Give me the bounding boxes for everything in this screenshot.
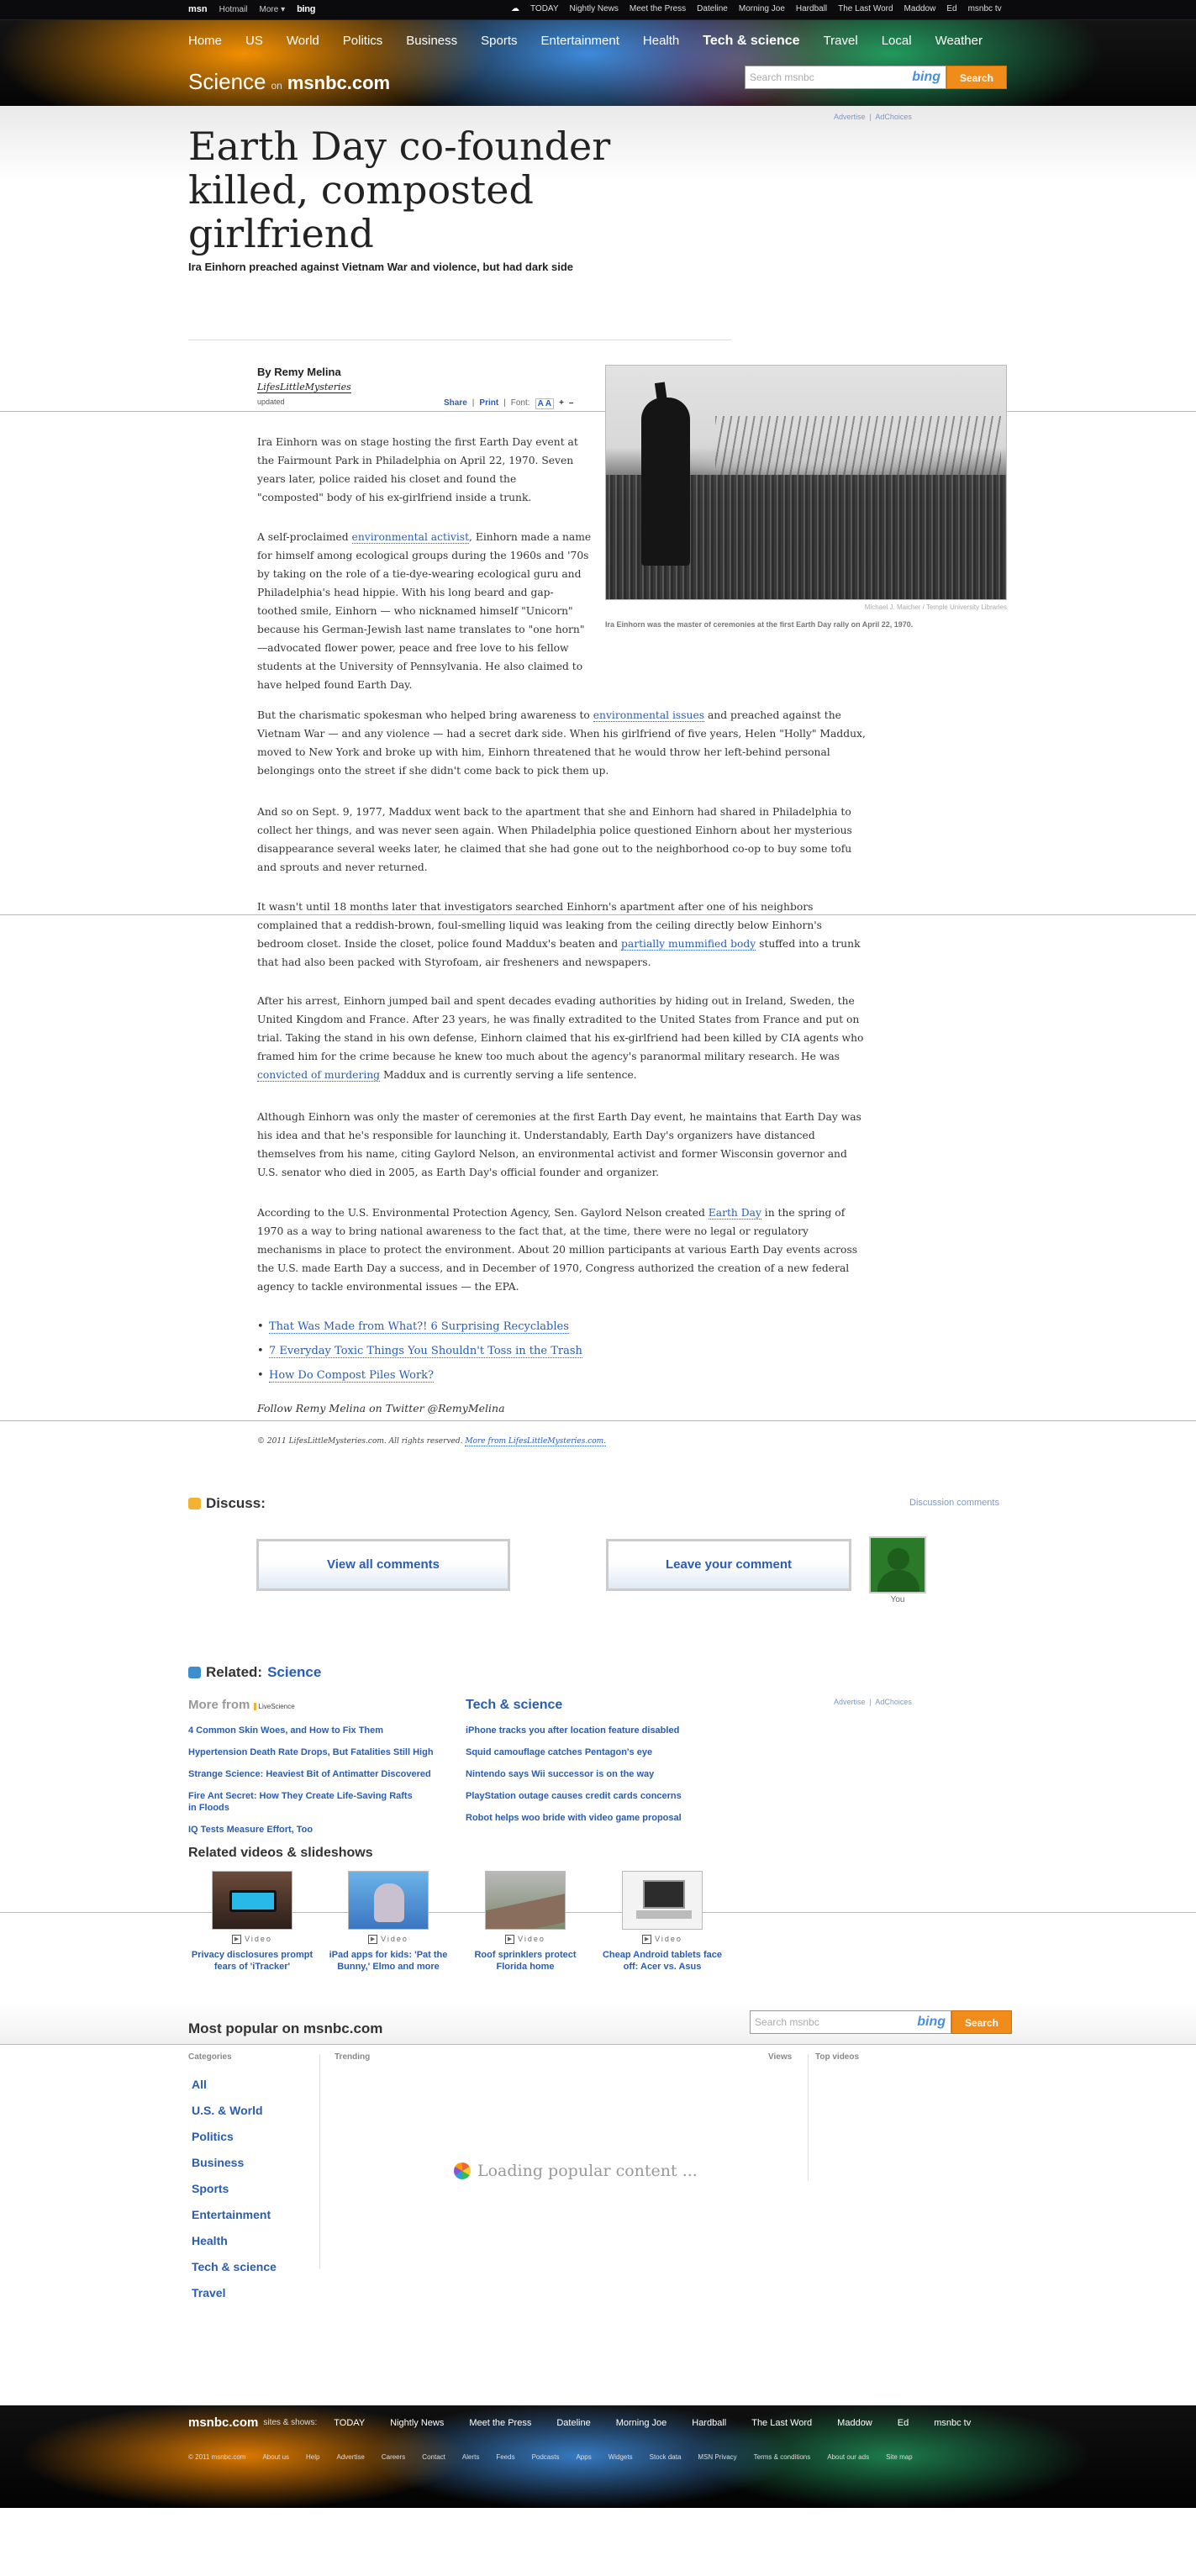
nav-home[interactable]: Home — [188, 34, 223, 48]
list-item[interactable]: IQ Tests Measure Effort, Too — [188, 1825, 313, 1835]
video-label: ▶ Video — [462, 1935, 588, 1944]
font-label: Font: — [510, 398, 530, 408]
play-icon: ▶ — [232, 1935, 241, 1944]
util-link-morning-joe[interactable]: Morning Joe — [738, 4, 785, 13]
section-title — [188, 69, 390, 95]
category-item[interactable]: Entertainment — [192, 2208, 271, 2221]
article-paragraph: And so on Sept. 9, 1977, Maddux went back to the apartment that she and Einhorn had shared in Philadelphia to collect her things, and was never seen again. When Philadelphia police questioned Einhorn about her mysterious disappearance several weeks later, he claimed that she had gone out to the neighborhood co-op to buy some tofu and sprouts and never returned. — [257, 806, 852, 873]
bunny-graphic — [374, 1883, 404, 1922]
avatar-head — [888, 1548, 909, 1570]
photo-caption: Ira Einhorn was the master of ceremonies at the first Earth Day rally on April 22, 1970. — [605, 620, 914, 629]
tablet-graphic — [643, 1880, 685, 1909]
avatar-label: You — [890, 1595, 905, 1604]
view-all-comments-button[interactable]: View all comments — [256, 1539, 510, 1591]
category-item[interactable]: Health — [192, 2234, 228, 2247]
article-paragraph: Ira Einhorn was on stage hosting the first Earth Day event at the Fairmount Park in Philadelphia on April 22, 1970. Seven years later, police raided his closet and found the "composted" body of his ex-girlfriend inside a trunk. — [257, 436, 578, 503]
footer-show-link[interactable]: Nightly News — [390, 2417, 445, 2428]
font-increase-button[interactable]: + — [559, 398, 564, 408]
list-item[interactable]: Strange Science: Heaviest Bit of Antimatter Discovered — [188, 1769, 431, 1779]
discuss-heading: Discuss: — [188, 1495, 266, 1512]
avatar-body — [877, 1570, 919, 1594]
category-item[interactable]: Tech & science — [192, 2260, 277, 2273]
category-item[interactable]: All — [192, 2078, 207, 2091]
category-item[interactable]: Politics — [192, 2130, 234, 2143]
util-link-msnbc-tv[interactable]: msnbc tv — [967, 4, 1002, 13]
article-paragraph: Although Einhorn was only the master of ceremonies at the first Earth Day event, he maintains that Earth Day was his idea and that he's responsible for launching it. Understandably, Earth Day's organizers have distanced themselves from his name, citing Gaylord Nelson, an environmental activist and former Wisconsin governor and U.S. senator who died in 2005, as Earth Day's official founder and organizer. — [257, 1111, 861, 1178]
article-copyright: © 2011 LifesLittleMysteries.com. All rights reserved. More from LifesLittleMysteries.com. — [257, 1437, 607, 1446]
column-divider — [319, 2054, 320, 2269]
related-science-link[interactable]: Science — [267, 1664, 322, 1680]
article-paragraph: It wasn't until 18 months later that investigators searched Einhorn's apartment after one of his neighbors complained that a reddish-brown, foul-smelling liquid was leaking from the ceiling directly below Einhorn's bedroom closet. Inside the closet, police found Maddux's beaten and partially mummified body stuffed into a trunk that had also been packed with Styrofoam, air fresheners and newspapers. — [257, 901, 861, 968]
util-link-today[interactable]: TODAY — [530, 4, 559, 13]
footer-show-link[interactable]: Maddow — [837, 2417, 872, 2428]
bing-search-logo: bing — [917, 2015, 946, 2029]
article-headline: Earth Day co-founder killed, composted girlfriend — [188, 124, 611, 256]
header-search — [745, 66, 1007, 89]
search-placeholder: Search msnbc — [750, 71, 814, 83]
search-input[interactable] — [745, 66, 946, 89]
footer-link[interactable]: Site map — [886, 2453, 913, 2461]
related-article-links — [257, 1314, 582, 1388]
advertise-link[interactable]: Advertise — [834, 113, 866, 121]
scan-line — [0, 2044, 1196, 2045]
scan-line — [0, 411, 1196, 412]
roof-graphic — [486, 1894, 566, 1930]
list-item[interactable]: iPhone tracks you after location feature disabled — [466, 1725, 680, 1736]
list-item — [257, 1363, 582, 1388]
footer-link[interactable]: Podcasts — [531, 2453, 560, 2461]
list-item[interactable]: PlayStation outage causes credit cards concerns — [466, 1791, 682, 1801]
video-title[interactable]: Cheap Android tablets face off: Acer vs. Asus — [602, 1950, 722, 1973]
footer-link[interactable]: Help — [306, 2453, 320, 2461]
scan-line — [0, 914, 1196, 915]
list-item[interactable]: Robot helps woo bride with video game proposal — [466, 1813, 682, 1823]
search-placeholder: Search msnbc — [755, 2016, 819, 2028]
follow-author: Follow Remy Melina on Twitter @RemyMelina — [257, 1402, 505, 1414]
video-card[interactable] — [189, 1871, 315, 1973]
site-footer — [0, 2405, 1196, 2508]
peacock-icon: ☁ — [511, 4, 519, 13]
ad-links: Advertise | AdChoices — [834, 113, 912, 121]
col-header-categories: Categories — [188, 2052, 232, 2062]
footer-show-link[interactable]: msnbc tv — [934, 2417, 972, 2428]
footer-show-link[interactable]: TODAY — [334, 2417, 366, 2428]
advertise-link[interactable]: Advertise — [834, 1698, 866, 1706]
list-item[interactable]: Squid camouflage catches Pentagon's eye — [466, 1747, 653, 1757]
article-subhead: Ira Einhorn preached against Vietnam War and violence, but had dark side — [188, 261, 574, 273]
nav-weather[interactable]: Weather — [935, 34, 983, 48]
video-card[interactable] — [599, 1871, 725, 1973]
msnbc-logo[interactable]: msnbc.com — [287, 72, 391, 93]
video-thumbnail[interactable] — [348, 1871, 429, 1930]
bing-logo[interactable]: bing — [297, 4, 316, 14]
list-item[interactable]: Hypertension Death Rate Drops, But Fatalities Still High — [188, 1747, 434, 1757]
util-link-nightly-news[interactable]: Nightly News — [569, 4, 619, 13]
most-popular-heading: Most popular on msnbc.com — [188, 2020, 383, 2036]
article-paragraph: According to the U.S. Environmental Protection Agency, Sen. Gaylord Nelson created Earth Day in the spring of 1970 as a way to bring national awareness to the fact that, at the time, there were no legal or regulatory mechanisms in place to protect the environment. About 20 million participants at various Earth Day events across the U.S. made Earth Day a success, and in December of 1970, Congress authorized the creation of a new federal agency to tackle environmental issues — the EPA. — [257, 1207, 858, 1293]
link-environmental-activist[interactable]: environmental activist — [351, 531, 470, 543]
tool-sep: | — [503, 398, 506, 408]
section-name[interactable]: Science — [188, 69, 266, 94]
util-link-last-word[interactable]: The Last Word — [838, 4, 893, 13]
link-earth-day[interactable]: Earth Day — [708, 1207, 761, 1219]
footer-copyright: © 2011 msnbc.com — [188, 2453, 246, 2461]
most-popular-band — [0, 2003, 1196, 2045]
footer-show-link[interactable]: Ed — [897, 2417, 909, 2428]
category-item[interactable]: Business — [192, 2156, 245, 2169]
bing-search-logo: bing — [912, 70, 940, 84]
link-environmental-issues[interactable]: environmental issues — [593, 709, 705, 721]
search-input[interactable] — [750, 2010, 951, 2034]
category-item[interactable]: U.S. & World — [192, 2104, 263, 2117]
scan-line — [0, 1420, 1196, 1421]
play-icon: ▶ — [642, 1935, 651, 1944]
list-item[interactable]: Fire Ant Secret: How They Create Life-Saving Rafts in Floods — [188, 1791, 413, 1813]
link-mummified-body[interactable]: partially mummified body — [621, 938, 756, 950]
footer-show-link[interactable]: The Last Word — [751, 2417, 813, 2428]
nav-world[interactable]: World — [286, 34, 319, 48]
related-link[interactable]: That Was Made from What?! 6 Surprising Recyclables — [269, 1320, 569, 1333]
video-card[interactable] — [325, 1871, 451, 1973]
comment-icon — [188, 1498, 201, 1509]
related-icon — [188, 1667, 201, 1678]
footer-link[interactable]: Terms & conditions — [753, 2453, 811, 2461]
video-label: ▶ Video — [599, 1935, 725, 1944]
keyboard-graphic — [636, 1910, 692, 1919]
nav-tech-science[interactable]: Tech & science — [703, 34, 800, 48]
footer-show-link[interactable]: Meet the Press — [469, 2417, 532, 2428]
util-link-ed[interactable]: Ed — [946, 4, 957, 13]
footer-link[interactable]: Contact — [422, 2453, 445, 2461]
footer-msnbc-logo[interactable]: msnbc.com — [188, 2415, 259, 2430]
ad-links: Advertise | AdChoices — [834, 1698, 912, 1706]
video-label: ▶ Video — [325, 1935, 451, 1944]
related-heading: Related: Science — [188, 1664, 321, 1681]
more-from-heading: More from LiveScience — [188, 1698, 295, 1712]
article-tools — [444, 398, 573, 409]
photo-credit: Michael J. Maicher / Temple University Libraries — [864, 603, 1007, 611]
util-shows-links — [511, 4, 1002, 13]
tool-sep: | — [472, 398, 475, 408]
footer-link[interactable]: Feeds — [496, 2453, 515, 2461]
loading-indicator: Loading popular content ... — [454, 2162, 698, 2180]
discussion-comments-link[interactable]: Discussion comments — [909, 1498, 999, 1508]
footer-link[interactable]: About our ads — [827, 2453, 870, 2461]
col-header-top-videos: Top videos — [815, 2052, 860, 2062]
util-link-maddow[interactable]: Maddow — [904, 4, 936, 13]
related-link[interactable]: 7 Everyday Toxic Things You Shouldn't Toss in the Trash — [269, 1345, 582, 1357]
footer-links — [188, 2453, 930, 2461]
footer-link[interactable]: Apps — [576, 2453, 592, 2461]
nav-entertainment[interactable]: Entertainment — [540, 34, 619, 48]
article-paragraph: A self-proclaimed environmental activist, Einhorn made a name for himself among ecological groups during the 1960s and '70s by taking on the role of a tie-dye-wearing ecological guru and Philadelphia's head hippie. With his long beard and gap-toothed smile, Einhorn — who nicknamed himself "Unicorn" because his German-Jewish last name translates to "one horn" —advocated flower power, peace and free love to his fellow students at the University of Pennsylvania. He also claimed to have helped found Earth Day. — [257, 531, 592, 691]
nav-business[interactable]: Business — [406, 34, 458, 48]
font-decrease-button[interactable]: – — [568, 398, 574, 408]
list-item[interactable]: 4 Common Skin Woes, and How to Fix Them — [188, 1725, 384, 1736]
util-link-dateline[interactable]: Dateline — [697, 4, 728, 13]
video-thumbnail[interactable] — [212, 1871, 292, 1930]
nav-local[interactable]: Local — [881, 34, 912, 48]
video-thumbnail[interactable] — [622, 1871, 703, 1930]
article-paragraph: But the charismatic spokesman who helped bring awareness to environmental issues and preached against the Vietnam War — and any violence — had a secret dark side. When his girlfriend of five years, Helen "Holly" Maddux, moved to New York and broke up with him, Einhorn threatened that he would throw her left-behind personal belongings onto the street if she didn't come back to pick them up. — [257, 709, 866, 777]
play-icon: ▶ — [368, 1935, 377, 1944]
nav-politics[interactable]: Politics — [342, 34, 383, 48]
category-item[interactable]: Sports — [192, 2182, 229, 2195]
col-header-views: Views — [768, 2052, 793, 2062]
util-link-hardball[interactable]: Hardball — [795, 4, 828, 13]
peacock-spinner-icon — [454, 2162, 471, 2179]
nav-health[interactable]: Health — [642, 34, 680, 48]
related-link[interactable]: How Do Compost Piles Work? — [269, 1369, 435, 1382]
phone-screen-graphic — [229, 1890, 277, 1912]
footer-link[interactable]: Alerts — [461, 2453, 480, 2461]
video-title[interactable]: Privacy disclosures prompt fears of 'iTracker' — [191, 1950, 313, 1973]
more-from-source-link[interactable]: More from LifesLittleMysteries.com. — [465, 1437, 607, 1446]
main-nav — [188, 34, 1006, 49]
print-button[interactable]: Print — [479, 398, 499, 408]
updated-label: updated — [257, 398, 285, 406]
footer-link[interactable]: Widgets — [608, 2453, 633, 2461]
list-item — [257, 1339, 582, 1363]
most-popular-search — [750, 2010, 1012, 2034]
search-button[interactable]: Search — [946, 66, 1007, 89]
video-card[interactable] — [462, 1871, 588, 1973]
footer-link[interactable]: About us — [262, 2453, 290, 2461]
avatar — [869, 1536, 926, 1594]
article-paragraph: After his arrest, Einhorn jumped bail and spent decades evading authorities by hiding out in Ireland, Sweden, the United Kingdom and France. After 23 years, he was finally extradited to the United States from France and put on trial. Taking the stand in his own defense, Einhorn claimed that his ex-girlfriend had been killed by CIA agents who framed him for the crime because he knew too much about the agency's paranormal military research. He was convicted of murdering Maddux and is currently serving a life sentence. — [257, 995, 864, 1081]
util-link-meet-the-press[interactable]: Meet the Press — [629, 4, 687, 13]
list-item[interactable]: Nintendo says Wii successor is on the way — [466, 1769, 655, 1779]
category-item[interactable]: Travel — [192, 2286, 226, 2299]
footer-link[interactable]: MSN Privacy — [698, 2453, 737, 2461]
more-from-list — [188, 1725, 449, 1846]
footer-shows — [188, 2415, 996, 2430]
video-title[interactable]: iPad apps for kids: 'Pat the Bunny,' Elmo and more — [329, 1950, 448, 1973]
tech-science-list — [466, 1725, 743, 1834]
footer-show-link[interactable]: Dateline — [556, 2417, 591, 2428]
link-convicted-of-murdering[interactable]: convicted of murdering — [257, 1069, 381, 1081]
article-photo[interactable] — [605, 365, 1007, 600]
column-divider — [808, 2054, 809, 2180]
footer-link[interactable]: Stock data — [649, 2453, 682, 2461]
share-button[interactable]: Share — [444, 398, 467, 408]
footer-show-link[interactable]: Hardball — [692, 2417, 727, 2428]
source-logo[interactable]: LifesLittleMysteries — [257, 382, 351, 392]
nav-us[interactable]: US — [245, 34, 263, 48]
related-videos-heading: Related videos & slideshows — [188, 1846, 373, 1860]
utility-bar — [0, 0, 1196, 20]
search-button[interactable]: Search — [951, 2010, 1012, 2034]
nav-sports[interactable]: Sports — [481, 34, 518, 48]
footer-link[interactable]: Advertise — [336, 2453, 365, 2461]
util-link-more[interactable]: More ▾ — [259, 4, 286, 14]
adchoices-link[interactable]: AdChoices — [875, 1698, 912, 1706]
video-thumbnail[interactable] — [485, 1871, 566, 1930]
leave-comment-button[interactable]: Leave your comment — [606, 1539, 851, 1591]
tech-science-heading[interactable]: Tech & science — [466, 1698, 563, 1712]
msn-logo[interactable]: msn — [188, 4, 208, 14]
util-link-hotmail[interactable]: Hotmail — [219, 4, 248, 14]
font-size-buttons[interactable]: A A — [535, 398, 554, 409]
photo-speaker — [641, 398, 690, 566]
video-label: ▶ Video — [189, 1935, 315, 1944]
nav-travel[interactable]: Travel — [823, 34, 858, 48]
list-item — [257, 1314, 582, 1339]
play-icon: ▶ — [505, 1935, 514, 1944]
livescience-logo[interactable]: LiveScience — [254, 1703, 295, 1710]
photo-trees — [715, 416, 1001, 475]
col-header-trending: Trending — [335, 2052, 371, 2062]
footer-sites-label: sites & shows: — [263, 2418, 318, 2427]
footer-show-link[interactable]: Morning Joe — [615, 2417, 667, 2428]
adchoices-link[interactable]: AdChoices — [875, 113, 912, 121]
scan-line — [0, 1912, 1196, 1913]
byline: By Remy Melina — [257, 366, 341, 378]
video-title[interactable]: Roof sprinklers protect Florida home — [474, 1950, 577, 1973]
section-on: on — [271, 80, 282, 92]
footer-link[interactable]: Careers — [381, 2453, 406, 2461]
category-list — [192, 2078, 277, 2312]
site-header — [0, 20, 1196, 106]
